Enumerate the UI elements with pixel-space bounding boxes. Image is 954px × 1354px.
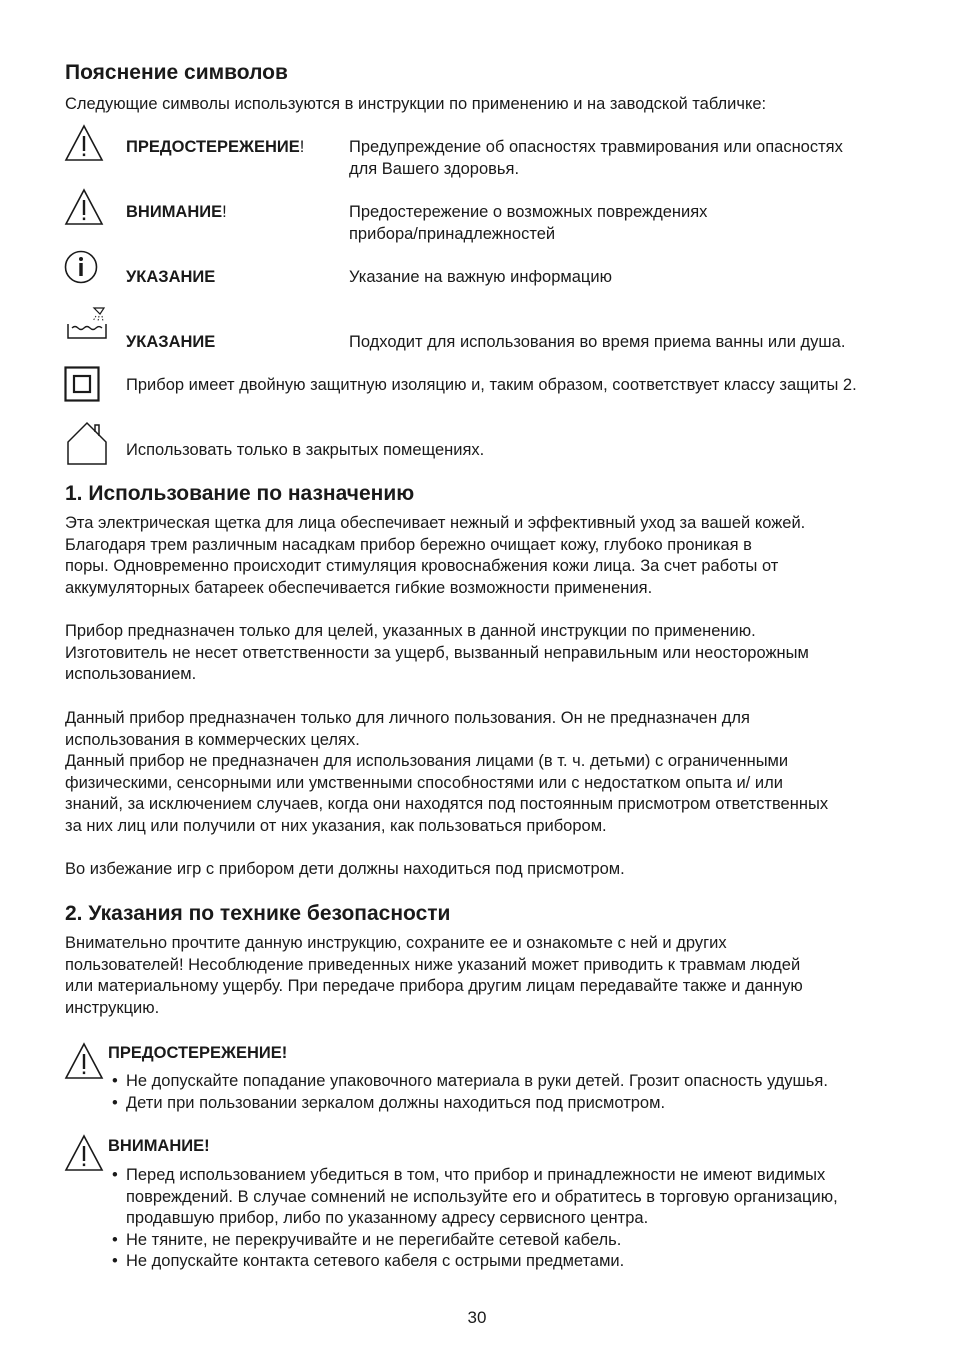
- section1-paragraph: Эта электрическая щетка для лица обеспечивает нежный и эффективный уход за вашей кожей. Благодаря трем различным насадкам прибор бережно очищает кожу, глубоко проникая в поры. Одновременно происходит стимуляция кровоснабжения кожи лица. За счет работы от аккумуляторных батареек обеспечивается гибкие возможности применения.: [65, 514, 806, 597]
- symbol-label-info: УКАЗАНИЕ: [126, 268, 216, 286]
- indoor-house-icon: [64, 420, 110, 466]
- warning-triangle-icon: [64, 1134, 104, 1172]
- caution-list: [112, 1165, 838, 1273]
- symbol-desc-info: Указание на важную информацию: [349, 268, 612, 286]
- section1-paragraph: Данный прибор предназначен только для личного пользования. Он не предназначен для использования в коммерческих целях. Данный прибор не предназначен для использования лицами (в т. ч. детьми) с ограниченными физическими, сенсорными или умственными способностями или с недостатком опыта и/ или знаний, за исключением случаев, когда они находятся под постоянным присмотром ответственных за них лиц или получили от них указания, как пользоваться прибором.: [65, 709, 829, 835]
- info-icon: [64, 250, 98, 284]
- bath-shower-icon: [66, 306, 110, 344]
- section1-paragraph: Во избежание игр с прибором дети должны находиться под присмотром.: [65, 860, 625, 878]
- symbol-desc-insulation: Прибор имеет двойную защитную изоляцию и, таким образом, соответствует классу защиты 2.: [126, 376, 857, 394]
- section2-intro: Внимательно прочтите данную инструкцию, сохраните ее и ознакомьте с ней и других пользователей! Несоблюдение приведенных ниже указаний может приводить к травмам людей или материальному ущербу. При передаче прибора другим лицам передавайте также и данную инструкцию.: [65, 934, 803, 1017]
- page-number: 30: [467, 1308, 487, 1327]
- symbol-desc-indoor: Использовать только в закрытых помещениях.: [126, 441, 485, 459]
- symbol-label-caution: ВНИМАНИЕ!: [126, 203, 227, 221]
- symbols-title: Пояснение символов: [65, 61, 288, 84]
- double-insulation-icon: [64, 366, 100, 402]
- list-item: • Не допускайте контакта сетевого кабеля с острыми предметами.: [112, 1251, 838, 1273]
- list-item: • Не допускайте попадание упаковочного материала в руки детей. Грозит опасность удушья.: [112, 1071, 828, 1093]
- section1-paragraph: Прибор предназначен только для целей, указанных в данной инструкции по применению. Изготовитель не несет ответственности за ущерб, вызванный неправильным или неосторожным использованием.: [65, 622, 809, 684]
- symbol-label-warning: ПРЕДОСТЕРЕЖЕНИЕ!: [126, 138, 305, 156]
- section1-title: 1. Использование по назначению: [65, 482, 415, 505]
- list-item: • Дети при пользовании зеркалом должны находиться под присмотром.: [112, 1093, 828, 1115]
- list-item: • Перед использованием убедиться в том, что прибор и принадлежности не имеют видимых повреждений. В случае сомнений не используйте его и обратитесь в торговую организацию, продавшую прибор, либо по указанному адресу сервисного центра.: [112, 1165, 838, 1230]
- warning-triangle-icon: [64, 1042, 104, 1080]
- caution-heading: ВНИМАНИЕ!: [108, 1137, 210, 1155]
- list-item: • Не тяните, не перекручивайте и не перегибайте сетевой кабель.: [112, 1230, 838, 1252]
- warning-triangle-icon: [64, 188, 104, 226]
- symbol-desc-caution: Предостережение о возможных повреждениях прибора/принадлежностей: [349, 203, 708, 243]
- symbol-desc-warning: Предупреждение об опасностях травмирования или опасностях для Вашего здоровья.: [349, 138, 843, 178]
- warning-list: [112, 1071, 828, 1114]
- symbols-intro: Следующие символы используются в инструкции по применению и на заводской табличке:: [65, 95, 767, 113]
- warning-heading: ПРЕДОСТЕРЕЖЕНИЕ!: [108, 1044, 288, 1062]
- warning-triangle-icon: [64, 124, 104, 162]
- section2-title: 2. Указания по технике безопасности: [65, 902, 451, 925]
- symbol-label-bath: УКАЗАНИЕ: [126, 333, 216, 351]
- symbol-desc-bath: Подходит для использования во время приема ванны или душа.: [349, 333, 846, 351]
